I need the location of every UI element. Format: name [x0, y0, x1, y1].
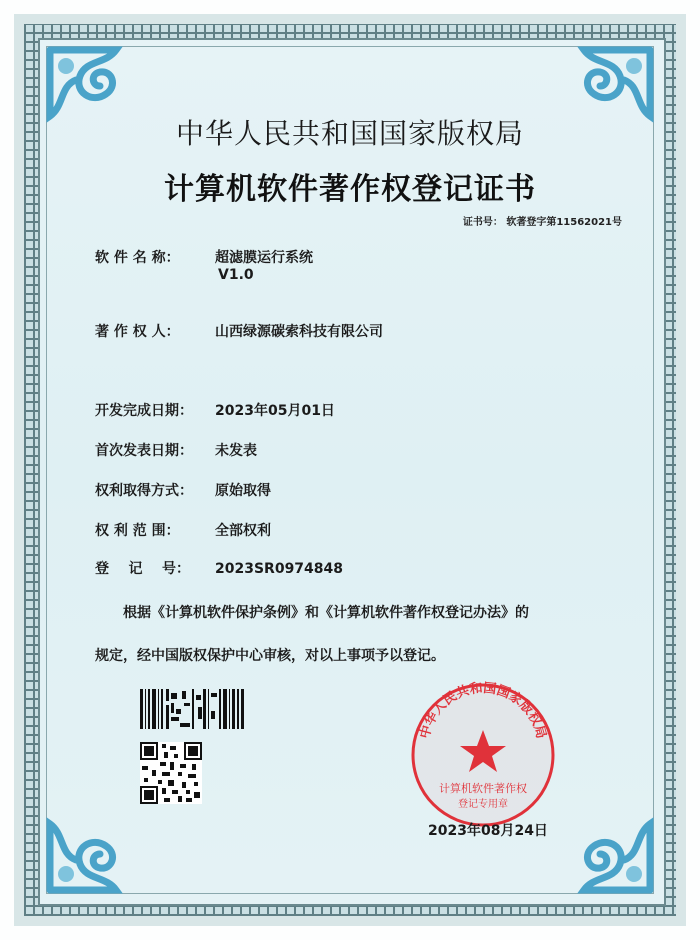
- dev-date-row: [95, 400, 335, 420]
- rights-scope-row: [95, 520, 271, 540]
- pub-date-value: 未发表: [215, 443, 257, 459]
- issuing-authority: 中华人民共和国国家版权局: [175, 117, 524, 150]
- seal-inner-line-2: 登记专用章: [458, 799, 508, 810]
- acquisition-method-value: 原始取得: [215, 483, 271, 499]
- owner-value: 山西绿源碳索科技有限公司: [215, 324, 383, 340]
- registration-number-row: [95, 558, 343, 578]
- statement-line-2: 规定，经中国版权保护中心审核，对以上事项予以登记。: [95, 648, 445, 664]
- corner-ornament-icon: [544, 784, 654, 894]
- software-name-value: 超滤膜运行系统: [215, 250, 313, 266]
- software-name-row: [95, 247, 313, 267]
- rights-scope-value: 全部权利: [215, 523, 271, 539]
- software-name-label: 软 件 名 称：: [95, 250, 180, 266]
- seal-inner-line-1: 计算机软件著作权: [439, 782, 527, 795]
- qr-code-icon: [140, 742, 202, 804]
- seal-outer-text: 中华人民共和国国家版权局: [417, 680, 549, 741]
- owner-row: [95, 321, 383, 341]
- rights-scope-label: 权 利 范 围：: [95, 523, 180, 539]
- statement-line-1: 根据《计算机软件保护条例》和《计算机软件著作权登记办法》的: [123, 605, 529, 621]
- acquisition-method-row: [95, 480, 271, 500]
- certificate-title: 计算机软件著作权登记证书: [164, 172, 536, 207]
- official-seal-icon: [408, 680, 558, 830]
- barcode-icon: [140, 689, 244, 729]
- pub-date-label: 首次发表日期：: [95, 443, 193, 459]
- dev-date-value: 2023年05月01日: [215, 403, 335, 419]
- software-version: V1.0: [218, 267, 254, 283]
- acquisition-method-label: 权利取得方式：: [95, 483, 193, 499]
- registration-number-label: 登 记 号：: [95, 561, 190, 577]
- certificate-number: 证书号： 软著登字第11562021号: [462, 217, 622, 228]
- dev-date-label: 开发完成日期：: [95, 403, 193, 419]
- owner-label: 著 作 权 人：: [95, 324, 180, 340]
- pub-date-row: [95, 440, 257, 460]
- issue-date: 2023年08月24日: [428, 823, 548, 839]
- registration-number-value: 2023SR0974848: [215, 561, 344, 577]
